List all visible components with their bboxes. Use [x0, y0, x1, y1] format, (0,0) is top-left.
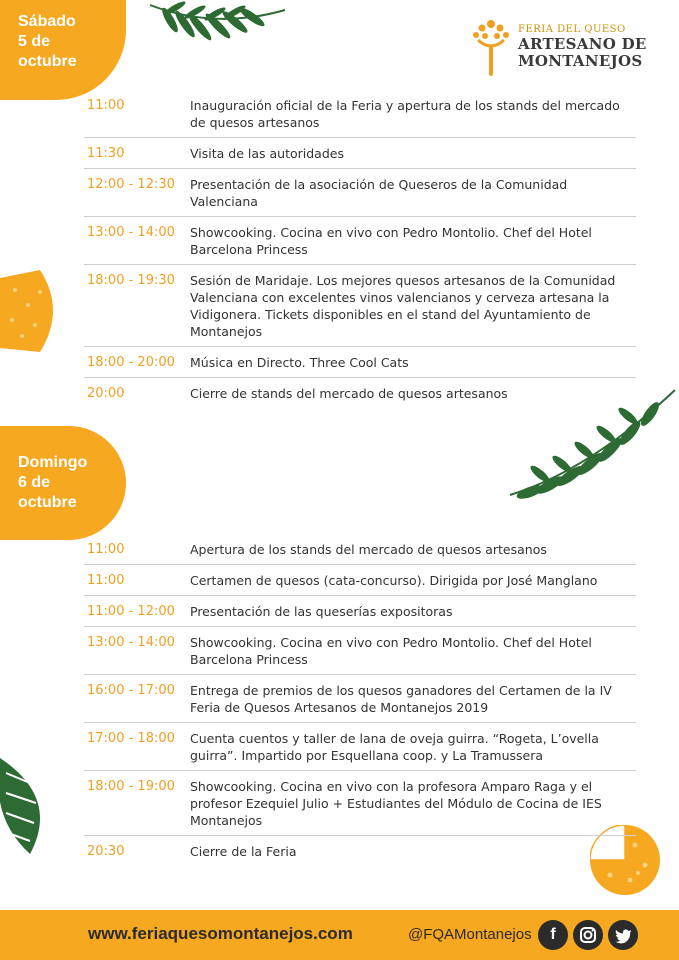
event-time: 18:00 - 19:00	[87, 779, 175, 794]
schedule-row	[84, 627, 636, 675]
schedule-row	[84, 771, 636, 836]
day-tab-line: 5 de	[18, 33, 51, 50]
schedule-row	[84, 169, 636, 217]
logo-line2: MONTANEJOS	[518, 52, 643, 70]
schedule-row	[84, 90, 636, 138]
day-tab-sunday	[0, 426, 126, 540]
event-time: 11:00	[87, 573, 125, 588]
footer	[0, 910, 679, 960]
event-description: Showcooking. Cocina en vivo con la profesora Amparo Raga y el profesor Ezequiel Julio + Estudiantes del Módulo de Cocina de IES Montanejos	[190, 779, 602, 828]
event-time: 13:00 - 14:00	[87, 635, 175, 650]
logo-line1: ARTESANO DE	[518, 35, 647, 53]
event-description: Inauguración oficial de la Feria y apertura de los stands del mercado de quesos artesanos	[190, 98, 620, 130]
schedule-row	[84, 836, 636, 866]
event-time: 18:00 - 20:00	[87, 355, 175, 370]
twitter-icon[interactable]	[608, 920, 638, 950]
event-time: 11:00	[87, 542, 125, 557]
event-description: Visita de las autoridades	[190, 146, 344, 161]
schedule-row	[84, 534, 636, 565]
schedule-row	[84, 217, 636, 265]
social-handle: @FQAMontanejos	[408, 926, 532, 943]
website-link[interactable]: www.feriaquesomontanejos.com	[88, 924, 353, 943]
event-description: Música en Directo. Three Cool Cats	[190, 355, 409, 370]
instagram-icon[interactable]	[573, 920, 603, 950]
schedule-row	[84, 378, 636, 408]
schedule-saturday	[84, 90, 636, 408]
schedule-row	[84, 675, 636, 723]
event-description: Presentación de la asociación de Queseros de la Comunidad Valenciana	[190, 177, 568, 209]
event-time: 13:00 - 14:00	[87, 225, 175, 240]
event-description: Entrega de premios de los quesos ganadores del Certamen de la IV Feria de Quesos Artesanos de Montanejos 2019	[190, 683, 612, 715]
schedule-sunday	[84, 534, 636, 866]
cheese-wedge-left-icon	[0, 270, 66, 352]
schedule-row	[84, 565, 636, 596]
event-description: Showcooking. Cocina en vivo con Pedro Montolio. Chef del Hotel Barcelona Princess	[190, 225, 592, 257]
schedule-row	[84, 347, 636, 378]
schedule-row	[84, 138, 636, 169]
day-tab-line: octubre	[18, 494, 77, 511]
event-description: Cuenta cuentos y taller de lana de oveja guirra. “Rogeta, L’ovella guirra”. Impartido por Esquellana coop. y La Tramussera	[190, 731, 599, 763]
day-tab-line: octubre	[18, 53, 77, 70]
event-time: 16:00 - 17:00	[87, 683, 175, 698]
logo	[470, 18, 670, 78]
event-time: 20:00	[87, 386, 125, 401]
twitter-bird-icon	[608, 920, 638, 950]
event-time: 11:00	[87, 98, 125, 113]
schedule-row	[84, 723, 636, 771]
wheat-fork-logo-icon	[470, 18, 512, 76]
event-description: Certamen de quesos (cata-concurso). Dirigida por José Manglano	[190, 573, 598, 588]
logo-subtitle: FERIA DEL QUESO	[518, 24, 626, 35]
event-time: 11:30	[87, 146, 125, 161]
instagram-glyph-icon	[573, 920, 603, 950]
day-tab-line: Sábado	[18, 13, 76, 30]
leaf-left-icon	[0, 758, 48, 854]
leaf-branch-top-icon	[140, 0, 290, 60]
event-time: 18:00 - 19:30	[87, 273, 175, 288]
schedule-row	[84, 265, 636, 347]
event-description: Cierre de stands del mercado de quesos artesanos	[190, 386, 508, 401]
schedule-row	[84, 596, 636, 627]
day-tab-saturday	[0, 0, 126, 100]
event-time: 17:00 - 18:00	[87, 731, 175, 746]
event-description: Showcooking. Cocina en vivo con Pedro Montolio. Chef del Hotel Barcelona Princess	[190, 635, 592, 667]
event-description: Cierre de la Feria	[190, 844, 297, 859]
event-time: 12:00 - 12:30	[87, 177, 175, 192]
facebook-icon[interactable]: f	[538, 920, 568, 950]
day-tab-line: Domingo	[18, 454, 88, 471]
event-time: 11:00 - 12:00	[87, 604, 175, 619]
event-description: Sesión de Maridaje. Los mejores quesos artesanos de la Comunidad Valenciana con excelentes vinos valencianos y cerveza artesana la Vidigonera. Tickets disponibles en el stand del Ayuntamiento de Montanejos	[190, 273, 616, 339]
event-time: 20:30	[87, 844, 125, 859]
event-description: Presentación de las queserías expositoras	[190, 604, 453, 619]
day-tab-line: 6 de	[18, 474, 51, 491]
event-description: Apertura de los stands del mercado de quesos artesanos	[190, 542, 547, 557]
